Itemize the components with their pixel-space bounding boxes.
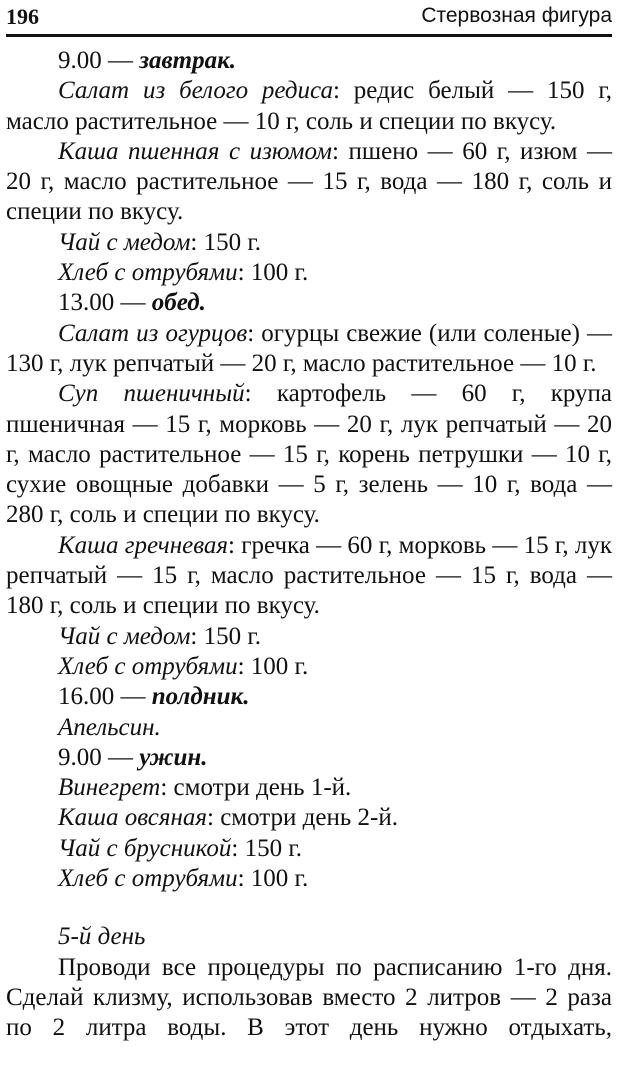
meal-time: 13.00 — [58,289,152,317]
dish-ingredients: : 150 г. [231,834,303,862]
recipe-item [6,652,612,682]
meal-label: завтрак. [139,47,237,74]
meal-time: 9.00 — [58,47,140,74]
recipe-item [6,803,612,833]
dish-ingredients: : редис белый — 150 г, масло растительное — 10 г, соль и специи по вкусу. [6,77,612,135]
page-body [6,46,612,1044]
recipe-item [6,319,612,380]
dish-name: Чай с медом [58,228,191,256]
day-heading: 5-й день [58,923,146,951]
meal-label: обед. [151,289,206,317]
dish-name: Винегрет [58,774,161,802]
recipe-item [6,834,612,864]
meal-time: 9.00 — [58,743,140,771]
meal-heading-dinner [6,743,612,773]
section-gap [6,894,612,922]
dish-name: Суп пшеничный [58,380,245,408]
dish-name: Салат из белого редиса [58,77,333,105]
meal-heading-breakfast [6,46,612,76]
recipe-item [6,864,612,894]
dish-name: Чай с медом [58,622,191,650]
header-rule [6,34,612,37]
dish-name: Хлеб с отрубями [58,865,238,893]
dish-name: Салат из огурцов [58,319,248,347]
dish-ingredients: : огурцы свежие (или соленые) — 130 г, лук репчатый — 20 г, масло растительное — 10 г. [6,319,613,377]
dish-ingredients: : пшено — 60 г, изюм — 20 г, масло растительное — 15 г, вода — 180 г, соль и специи по вкусу. [6,137,612,226]
dish-ingredients: : 150 г. [190,622,262,650]
dish-name: Чай с брусникой [58,834,232,862]
dish-ingredients: : смотри день 2-й. [207,804,398,832]
recipe-item [6,379,612,530]
recipe-item [6,773,612,803]
recipe-item [6,228,612,258]
page-header [6,4,612,34]
dish-name: Хлеб с отрубями [58,652,238,680]
dish-ingredients: : смотри день 1-й. [160,774,352,802]
dish-name: Каша овсяная [58,804,207,832]
dish-ingredients: : 100 г. [237,652,309,680]
dish-ingredients: : 150 г. [190,228,262,256]
dish-ingredients: : гречка — 60 г, морковь — 15 г, лук репчатый — 15 г, масло растительное — 15 г, вода — 180 г, соль и специи по вкусу. [6,531,612,620]
dish-ingredients: : 100 г. [237,259,309,287]
meal-heading-snack [6,682,612,712]
running-title: Стервозная фигура [421,4,612,27]
day-paragraph: Проводи все процедуры по расписанию 1-го дня. Сделай клизму, использовав вместо 2 литров — 2 раза по 2 литра воды. В этот день нужно отдыхать, [6,953,612,1042]
meal-time: 16.00 — [58,683,152,711]
recipe-item [6,622,612,652]
recipe-item [6,713,612,743]
dish-ingredients: : 100 г. [237,865,309,893]
recipe-item [6,137,612,228]
dish-ingredients: : картофель — 60 г, крупа пшеничная — 15 г, морковь — 20 г, лук репчатый — 20 г, масло растительное — 15 г, корень петрушки — 10 г, сухие овощные добавки — 5 г, зелень — 10 г, вода — 280 г, соль и специи по вкусу. [6,380,612,529]
dish-name: Каша гречневая [58,531,228,559]
meal-heading-lunch [6,288,612,318]
recipe-item [6,76,612,137]
meal-label: ужин. [139,743,208,771]
meal-label: полдник. [151,683,250,711]
recipe-item [6,258,612,288]
page-number: 196 [6,4,39,29]
dish-name: Хлеб с отрубями [58,259,238,287]
dish-name: Апельсин. [58,713,161,741]
dish-name: Каша пшенная с изюмом [58,137,333,165]
recipe-item [6,531,612,622]
